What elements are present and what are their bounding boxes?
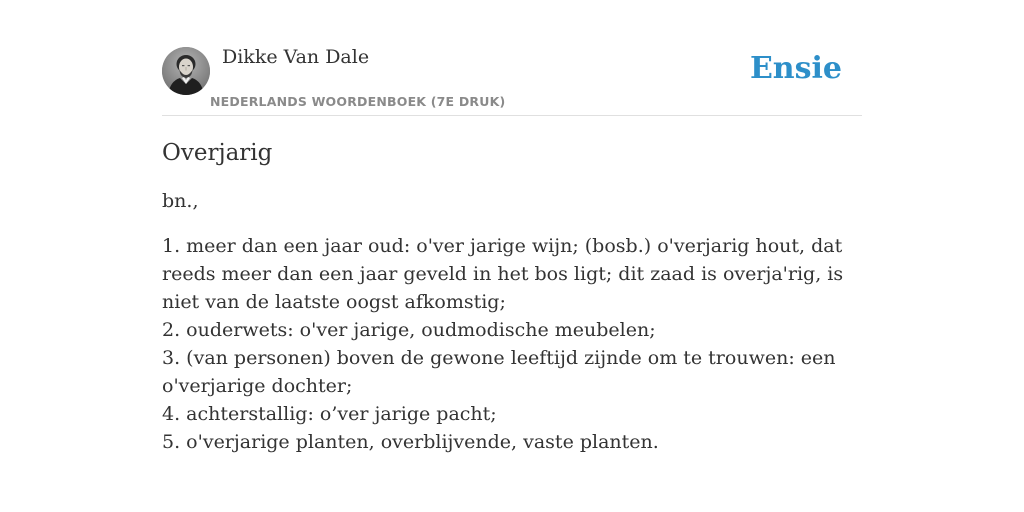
entry-title: Overjarig (162, 140, 273, 166)
brand-logo[interactable]: Ensie (749, 51, 842, 86)
dictionary-source[interactable]: NEDERLANDS WOORDENBOEK (7E DRUK) (210, 94, 506, 109)
part-of-speech: bn., (162, 190, 199, 212)
portrait-image (162, 47, 210, 95)
definition-item: 1. meer dan een jaar oud: o'ver jarige wijn; (bosb.) o'verjarig hout, dat reeds meer dan een jaar geveld in het bos ligt; dit zaad is overja'rig, is niet van de laatste oogst afkomstig; (162, 235, 844, 313)
entry-card (162, 44, 862, 456)
definition-item: 2. ouderwets: o'ver jarige, oudmodische meubelen; (162, 319, 656, 341)
source-header (162, 44, 862, 116)
definition-item: 4. achterstallig: o’ver jarige pacht; (162, 403, 497, 425)
author-avatar[interactable] (162, 47, 210, 95)
definition-item: 3. (van personen) boven de gewone leeftijd zijnde om te trouwen: een o'verjarige dochter; (162, 347, 836, 397)
definition-body (162, 232, 862, 456)
definition-item: 5. o'verjarige planten, overblijvende, vaste planten. (162, 431, 659, 453)
author-name[interactable]: Dikke Van Dale (222, 46, 370, 68)
